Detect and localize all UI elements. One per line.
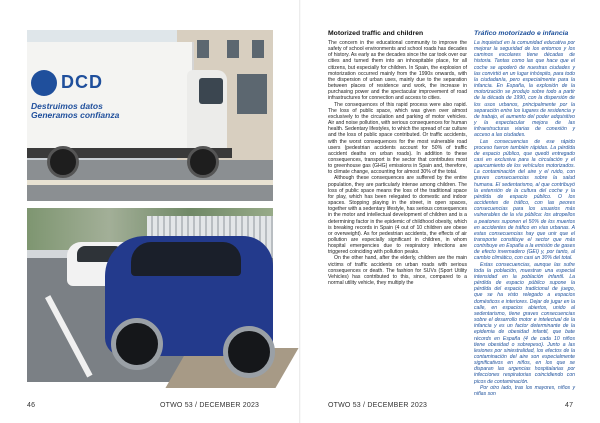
suv-wheel bbox=[111, 318, 163, 370]
right-page-number: 47 bbox=[565, 402, 574, 409]
truck-slogan: Destruimos datos Generamos confianza bbox=[31, 101, 120, 120]
spanish-paragraph: Las consecuencias de ese rápido proceso fueron también rápidas. La pérdida de espacio público, que quedó entregado casi en exclusiva para la circulación y el aparcamiento de los vehículos motorizados. La contaminación del aire y el ruido, con graves consecuencias sobre la salud humana. El sedentarismo, al que contribuyó la extensión de la cultura del coche y la pérdida de espacio público. O los accidentes de tráfico, con las peores consecuencias para los usuarios más vulnerables de la vía pública: los atropellos a peatones suponen el 50% de los muertos en accidentes de tráfico en vías urbanas. A estas consecuencias hay que unir que el transporte constituye el sector que más contribuye en España a la emisión de gases de efecto invernadero (GEI) y, por tanto, al cambio climático, con casi un 30% del total. bbox=[474, 138, 575, 262]
spanish-article-title: Tráfico motorizado e infancia bbox=[474, 30, 569, 37]
shop-window bbox=[237, 74, 267, 114]
page-gutter bbox=[299, 0, 301, 423]
truck-window bbox=[199, 78, 223, 104]
spanish-article-column bbox=[474, 30, 575, 397]
dcd-logo-icon bbox=[31, 70, 57, 96]
truck-wheel bbox=[187, 146, 219, 178]
truck-wheel bbox=[47, 146, 79, 178]
blue-suv-window bbox=[131, 242, 241, 276]
english-paragraph: The concern in the educational community to improve the safety of school environments and school roads has decades of history. As early as the decades since the car took over our cities and turned them into an inhospitable place, for all citizens, but especially for children. In Spain, the explosion of motorization occurred mainly from the 1990s onwards, with the dispersion of urban uses, mainly due to the separation between places of residence and work, the increase in purchasing power and the spectacular improvement of road infrastructures for connection and access to cities. bbox=[328, 40, 467, 102]
left-footer-issue: OTWO 53 / DECEMBER 2023 bbox=[160, 402, 260, 409]
english-article-title: Motorized traffic and children bbox=[328, 30, 424, 37]
right-footer-issue: OTWO 53 / DECEMBER 2023 bbox=[328, 402, 428, 409]
curb bbox=[27, 180, 273, 185]
spanish-paragraph: Por otro lado, tras los mayores, niños y niñas son bbox=[474, 384, 575, 397]
building-window bbox=[252, 40, 264, 58]
dcd-logo-text: DCD bbox=[61, 72, 103, 92]
suv-wheel bbox=[223, 326, 275, 378]
left-page-number: 46 bbox=[27, 402, 36, 409]
english-article-column bbox=[328, 30, 467, 385]
building-window bbox=[197, 40, 209, 58]
building-window bbox=[227, 40, 239, 58]
truck-photo bbox=[27, 30, 273, 201]
english-paragraph: Although these consequences are suffered by the entire population, they are particularly intense among children. The loss of public space means the loss of the traditional space for play, which has been relegated to domestic and indoor spaces. Stopping playing in the street, in open spaces, together with a sedentary lifestyle, has serious consequences in the motor and intellectual development of children and is a determining factor in the epidemic of childhood obesity, which is breaking records in Spain (4 out of 10 children are obese or overweight). As for pedestrian accidents, the effects of air pollution are especially significant in children, in whom hospital emergencies due to respiratory infections are triggered coinciding with pollution peaks. bbox=[328, 175, 467, 256]
spanish-paragraph: La inquietud en la comunidad educativa por mejorar la seguridad de los entornos y los caminos escolares tiene décadas de historia. Tantas como las que hace que el coche se apoderó de nuestras ciudades y las convirtió en un lugar inhóspito, para todo la ciudadanía, pero especialmente para la infancia. En España, la explosión de la motorización se produjo sobre todo a partir de la década de 1990, con la dispersión de los usos urbanos, principalmente por la separación entre los lugares de residencia y de trabajo, el aumento del poder adquisitivo y la espectacular mejora de las infraestructuras viarias de conexión y acceso a las ciudades. bbox=[474, 40, 575, 139]
truck-cargo-box bbox=[27, 42, 194, 150]
english-paragraph: On the other hand, after the elderly, children are the main victims of traffic accidents on urban roads with serious consequences or death. The fashion for SUVs (Sport Utility Vehicles) has contributed to this, since, compared to a normal utility vehicle, they multiply the bbox=[328, 255, 467, 287]
english-paragraph: The consequences of this rapid process were also rapid. The loss of public space, which was given over almost exclusively to the circulation and parking of motor vehicles. Air and noise pollution, with serious consequences for human health. Sedentary lifestyles, to which the spread of car culture and the loss of public space contributed. Or traffic accidents, with the worst consequences for the most vulnerable road users (pedestrian accidents account for 50% of traffic accident deaths on urban roads). In addition to these consequences, transport is the sector that contributes most to greenhouse gas (GHG) emissions in Spain and, therefore, to climate change, accounting for almost 30% of the total. bbox=[328, 101, 467, 176]
spanish-paragraph: Estas consecuencias, aunque las sufre toda la población, muestran una especial intensidad en la población infantil. La pérdida de espacio público supone la pérdida del espacio tradicional de juego, que se ha visto relegado a espacios domésticos e interiores. Dejar de jugar en la calle, en espacios abiertos, unido al sedentarismo, tiene graves consecuencias sobre el desarrollo motor e intelectual de la infancia y es un factor determinante de la epidemia de obesidad infantil, que bate récords en España (4 de cada 10 niños tiene obesidad o sobrepeso). Junto a las lesiones por siniestralidad, los efectos de la contaminación del aire son especialmente significativos en niños, en los que se disparan las urgencias hospitalarias por infecciones respiratorias coincidiendo con picos de contaminación. bbox=[474, 261, 575, 385]
parked-cars-photo bbox=[27, 208, 273, 382]
